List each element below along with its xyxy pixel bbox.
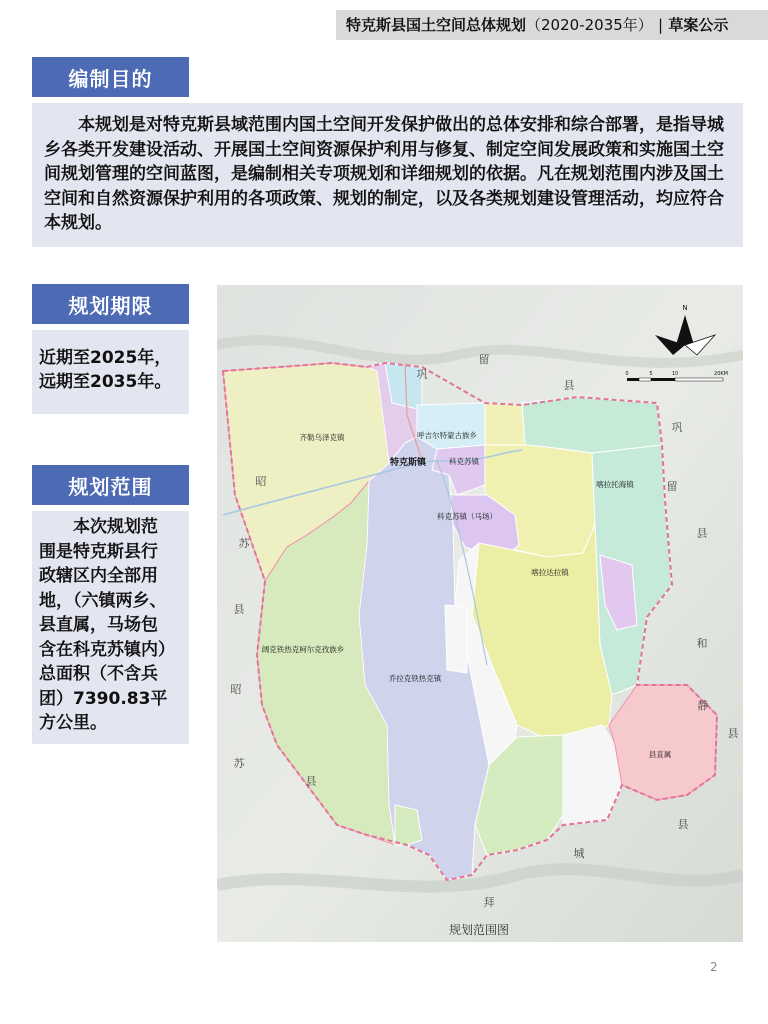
page-number: 2 — [710, 960, 718, 974]
neighbor-label: 留 — [478, 353, 490, 366]
header-period: （2020-2035年） — [526, 16, 653, 34]
neighbor-label: 县 — [305, 775, 317, 788]
scope-line: 地，（六镇两乡、 — [39, 590, 167, 611]
purpose-box — [32, 103, 743, 247]
scale-label: 20KM — [714, 371, 728, 377]
region-corps-78-west — [445, 605, 467, 673]
neighbor-label: 巩 — [671, 421, 683, 434]
scope-line: 团）7390.83平 — [39, 688, 168, 709]
label-kaladala: 喀拉达拉镇 — [531, 568, 569, 577]
scope-line: 方公里。 — [39, 713, 107, 733]
label-huji: 呼吉尔特蒙古族乡 — [417, 431, 477, 440]
neighbor-label: 巩 — [416, 368, 428, 381]
neighbor-label: 县 — [727, 727, 739, 740]
document-header — [346, 14, 728, 35]
region-kekesu-north — [485, 403, 525, 445]
label-xianzhi: 县直属 — [648, 750, 672, 759]
label-qibule: 齐勒乌泽克镇 — [299, 433, 345, 442]
neighbor-label: 昭 — [230, 683, 242, 696]
scope-line: 本次规划范 — [73, 517, 158, 537]
neighbor-label: 拜 — [483, 896, 495, 909]
neighbor-label: 苏 — [233, 757, 245, 770]
map-caption: 规划范围图 — [448, 923, 510, 937]
header-separator: | — [658, 16, 664, 34]
planning-scope-map — [217, 285, 743, 942]
neighbor-label: 县 — [233, 603, 245, 616]
neighbor-label: 城 — [573, 847, 585, 860]
scope-box — [32, 511, 189, 744]
neighbor-label: 苏 — [238, 537, 250, 550]
scope-line: 含在科克苏镇内） — [39, 639, 175, 660]
neighbor-label: 昭 — [255, 475, 267, 488]
scale-label: 0 — [625, 371, 629, 377]
neighbor-label: 县 — [677, 818, 689, 831]
neighbor-label: 县 — [696, 527, 708, 540]
north-label: N — [682, 304, 688, 312]
neighbor-label: 和 — [696, 637, 708, 650]
label-qiala: 乔拉克铁热克镇 — [388, 674, 442, 683]
neighbor-label: 静 — [697, 699, 709, 712]
neighbor-label: 县 — [563, 379, 575, 392]
region-kalatuo-north — [522, 397, 662, 453]
term-line-1: 近期至2025年， — [39, 348, 172, 368]
scope-label: 规划范围 — [32, 465, 189, 505]
label-tekes-town: 特克斯镇 — [389, 458, 427, 468]
scope-line: 总面积（不含兵 — [39, 664, 158, 684]
label-kalatuo: 喀拉托海镇 — [596, 480, 634, 489]
neighbor-label: 留 — [666, 480, 678, 493]
label-kekesu-mc: 科克苏镇（马场） — [437, 512, 497, 521]
region-hujierte — [417, 403, 485, 449]
term-label: 规划期限 — [32, 284, 189, 324]
scope-line: 政辖区内全部用 — [39, 566, 158, 586]
scale-label: 10 — [671, 371, 679, 377]
term-box — [32, 330, 189, 414]
header-title: 特克斯县国土空间总体规划 — [346, 16, 527, 34]
header-status: 草案公示 — [668, 16, 729, 34]
scope-line: 围是特克斯县行 — [39, 541, 158, 562]
label-kekesu: 科克苏镇 — [449, 457, 479, 466]
purpose-label: 编制目的 — [32, 57, 189, 97]
term-line-2: 远期至2035年。 — [39, 372, 172, 392]
purpose-text: 本规划是对特克斯县域范围内国土空间开发保护做出的总体安排和综合部署，是指导城乡各类开发建设活动、开展国土空间资源保护利用与修复、制定空间发展政策和实施国土空间规划管理的空间蓝图，是编制相关专项规划和详细规划的依据。凡在规划范围内涉及国土空间和自然资源保护利用的各项政策、规划的制定，以及各类规划建设管理活动，均应符合本规划。 — [44, 115, 724, 233]
scale-label: 5 — [649, 371, 653, 377]
scope-line: 县直属，马场包 — [39, 615, 158, 635]
label-kuoer: 阔克铁热克柯尔克孜族乡 — [261, 645, 345, 654]
